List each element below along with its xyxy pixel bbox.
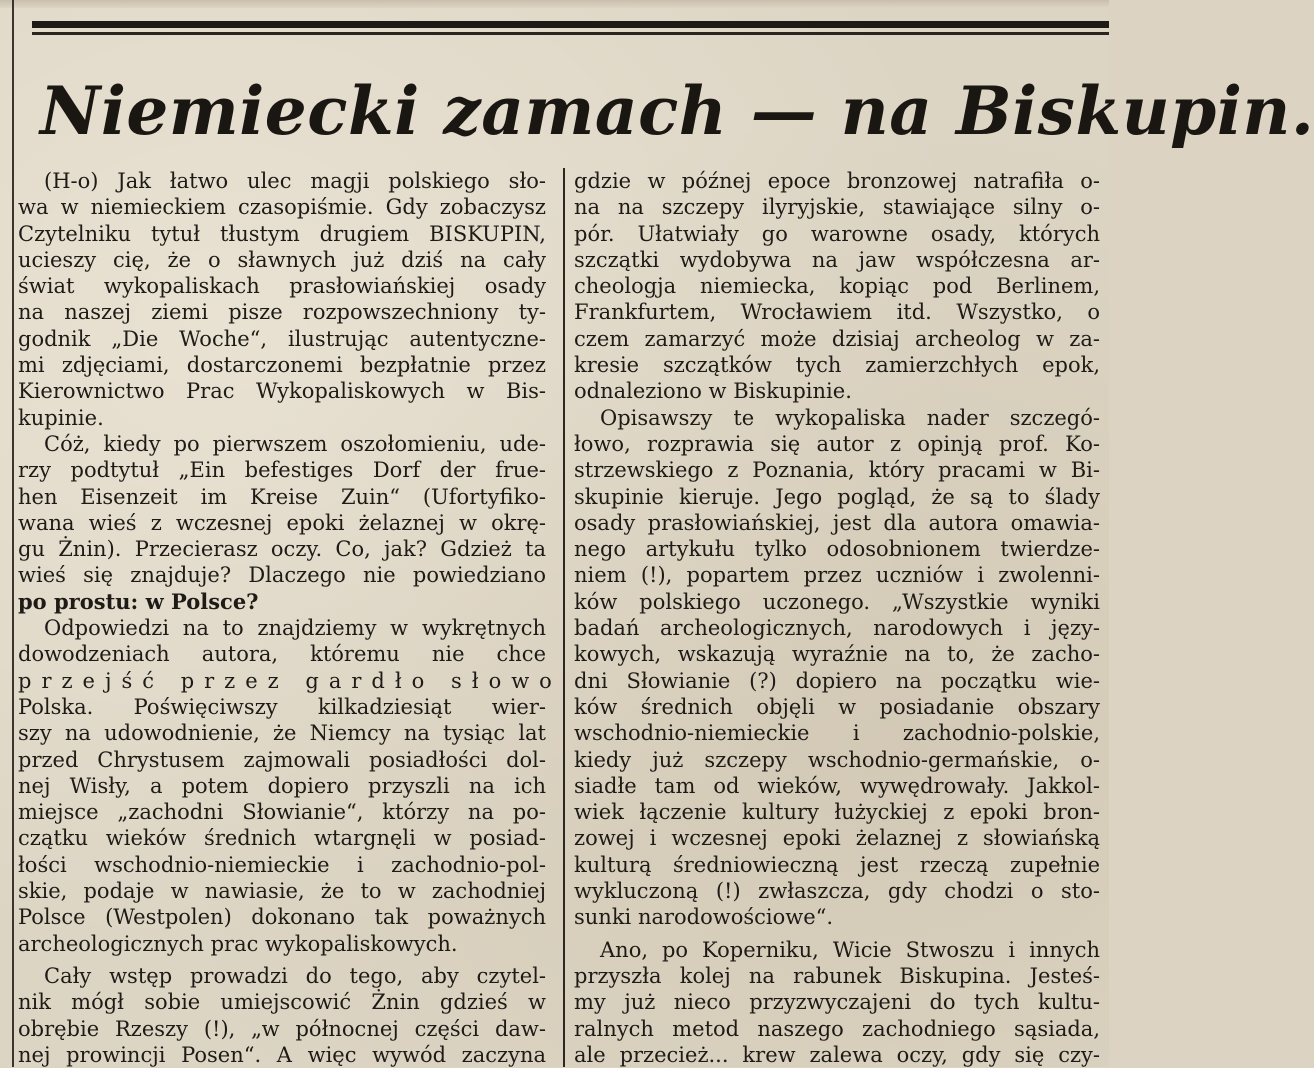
text-line: niem (!), popartem przez uczniów i zwolenni- [574,563,1100,588]
text-line: Cały wstęp prowadzi do tego, aby czytel- [44,963,546,988]
text-line: (H-o) Jak łatwo ulec magji polskiego sło- [44,169,546,193]
text-line: siadłe tam od wieków, wywędrowały. Jakkol- [574,773,1100,798]
text-line: przyszła kolej na rabunek Biskupina. Jesteś- [574,963,1100,988]
column-divider [563,168,565,1067]
text-line: my już nieco przyzwyczajeni do tych kultu- [574,990,1100,1015]
text-line: Cóż, kiedy po pierwszem oszołomieniu, ude- [44,431,546,456]
text-line: kowych, wskazują wyraźnie na to, że zacho- [574,642,1100,667]
text-line: odnaleziono w Biskupinie. [574,379,852,404]
headline: Niemiecki zamach — na Biskupin. [40,72,1314,150]
text-line: mi zdjęciami, dostarczonemi bezpłatnie przez [18,353,546,378]
torn-top-edge [0,0,1109,8]
text-line: Czytelniku tytuł tłustym drugiem BISKUPIN, [18,221,546,246]
text-line: Polsce (Westpolen) dokonano tak poważnych [18,905,546,930]
text-line: wa w niemieckiem czasopiśmie. Gdy zobaczysz [18,195,546,220]
text-line: nej Wisły, a potem dopiero przyszli na ich [18,773,546,798]
text-line: osady prasłowiańskiej, jest dla autora omawia- [574,510,1100,535]
text-line: Frankfurtem, Wrocławiem itd. Wszystko, o [574,300,1100,325]
text-line: sunki narodowościowe“. [574,905,834,930]
text-line: ków średnich objęli w posiadanie obszary [574,694,1100,719]
text-line: badań archeologicznych, narodowych i języ- [574,616,1100,641]
text-line: skupinie kieruje. Jego pogląd, że są to ślady [574,484,1100,509]
text-line: kulturą średniowieczną jest rzeczą zupełnie [574,852,1100,877]
top-rule-thick [32,21,1109,28]
text-line: ralnych metod naszego zachodniego sąsiada, [574,1016,1100,1041]
text-line: przed Chrystusem zajmowali posiadłości dol- [18,747,546,772]
text-line: gdzie w późnej epoce bronzowej natrafiła o- [574,169,1100,193]
text-line: wschodnio-niemieckie i zachodnio-polskie, [574,721,1100,746]
text-line: po prostu: w Polsce? [18,588,259,614]
text-line: czątku wieków średnich wtargnęli w posiad- [18,826,546,851]
text-line: na na szczepy ilyryjskie, stawiające silny o- [574,195,1100,220]
text-line: gu Żnin). Przecierasz oczy. Co, jak? Gdzież ta [18,537,546,562]
text-line: zowej i wczesnej epoki żelaznej z słowiańską [574,826,1100,851]
text-line: Odpowiedzi na to znajdziemy w wykrętnych [44,616,546,641]
text-line: przejść przez gardło słowo [18,668,562,693]
text-line: kresie szczątków tych zamierzchłych epok, [574,353,1100,378]
text-line: hen Eisenzeit im Kreise Zuin“ (Ufortyfiko- [18,484,546,509]
text-line: ucieszy cię, że o sławnych już dziś na cały [18,247,546,272]
left-column-rule [12,0,14,1067]
text-line: kupinie. [18,405,104,430]
text-line: łości wschodnio-niemieckie i zachodnio-pol- [18,852,546,877]
text-line: świat wykopaliskach prasłowiańskiej osady [18,274,546,299]
text-line: dni Słowianie (?) dopiero na początku wie- [574,668,1100,693]
text-line: wieś się znajduje? Dlaczego nie powiedziano [18,563,546,588]
text-line: cheologja niemiecka, kopiąc pod Berlinem, [574,274,1100,299]
text-line: pór. Ułatwiały go warowne osady, których [574,221,1100,246]
right-column [574,168,1100,1068]
text-line: ków polskiego uczonego. „Wszystkie wyniki [574,589,1100,614]
text-line: Ano, po Koperniku, Wicie Stwoszu i innych [600,937,1100,962]
text-line: czem zamarzyć może dzisiaj archeolog w za- [574,326,1100,351]
top-rule-thin [32,32,1109,35]
text-line: Polska. Poświęciwszy kilkadziesiąt wier- [18,694,546,719]
text-line: ale przecież... krew zalewa oczy, gdy się czy- [574,1042,1100,1067]
text-line: dowodzeniach autora, któremu nie chce [18,642,546,667]
text-line: skie, podaje w nawiasie, że to w zachodniej [18,879,546,904]
text-line: Opisawszy te wykopaliska nader szczegó- [600,405,1100,430]
left-column [18,168,562,1068]
text-line: łowo, rozprawia się autor z opinją prof. Ko- [574,431,1100,456]
text-line: Kierownictwo Prac Wykopaliskowych w Bis- [18,379,546,404]
text-line: godnik „Die Woche“, ilustrując autentyczne- [18,326,546,351]
text-line: szy na udowodnienie, że Niemcy na tysiąc lat [18,721,546,746]
text-line: strzewskiego z Poznania, który pracami w Bi- [574,458,1100,483]
text-line: wykluczoną (!) zwłaszcza, gdy chodzi o sto- [574,879,1100,904]
text-line: na naszej ziemi pisze rozpowszechniony ty- [18,300,546,325]
text-line: obrębie Rzeszy (!), „w północnej części daw- [18,1016,546,1041]
text-line: miejsce „zachodni Słowianie“, którzy na po- [18,800,546,825]
text-line: nego artykułu tylko odosobnionem twierdze- [574,537,1100,562]
text-line: wiek łączenie kultury łużyckiej z epoki bron- [574,800,1100,825]
text-line: szczątki wydobywa na jaw współczesna ar- [574,247,1100,272]
text-line: archeologicznych prac wykopaliskowych. [18,931,458,956]
text-line: kiedy już szczepy wschodnio-germańskie, o- [574,747,1100,772]
text-line: rzy podtytuł „Ein befestiges Dorf der frue- [18,458,546,483]
text-line: nej prowincji Posen“. A więc wywód zaczyna [18,1042,546,1067]
text-line: nik mógł sobie umiejscowić Żnin gdzieś w [18,990,546,1015]
text-line: wana wieś z wczesnej epoki żelaznej w okrę- [18,510,546,535]
